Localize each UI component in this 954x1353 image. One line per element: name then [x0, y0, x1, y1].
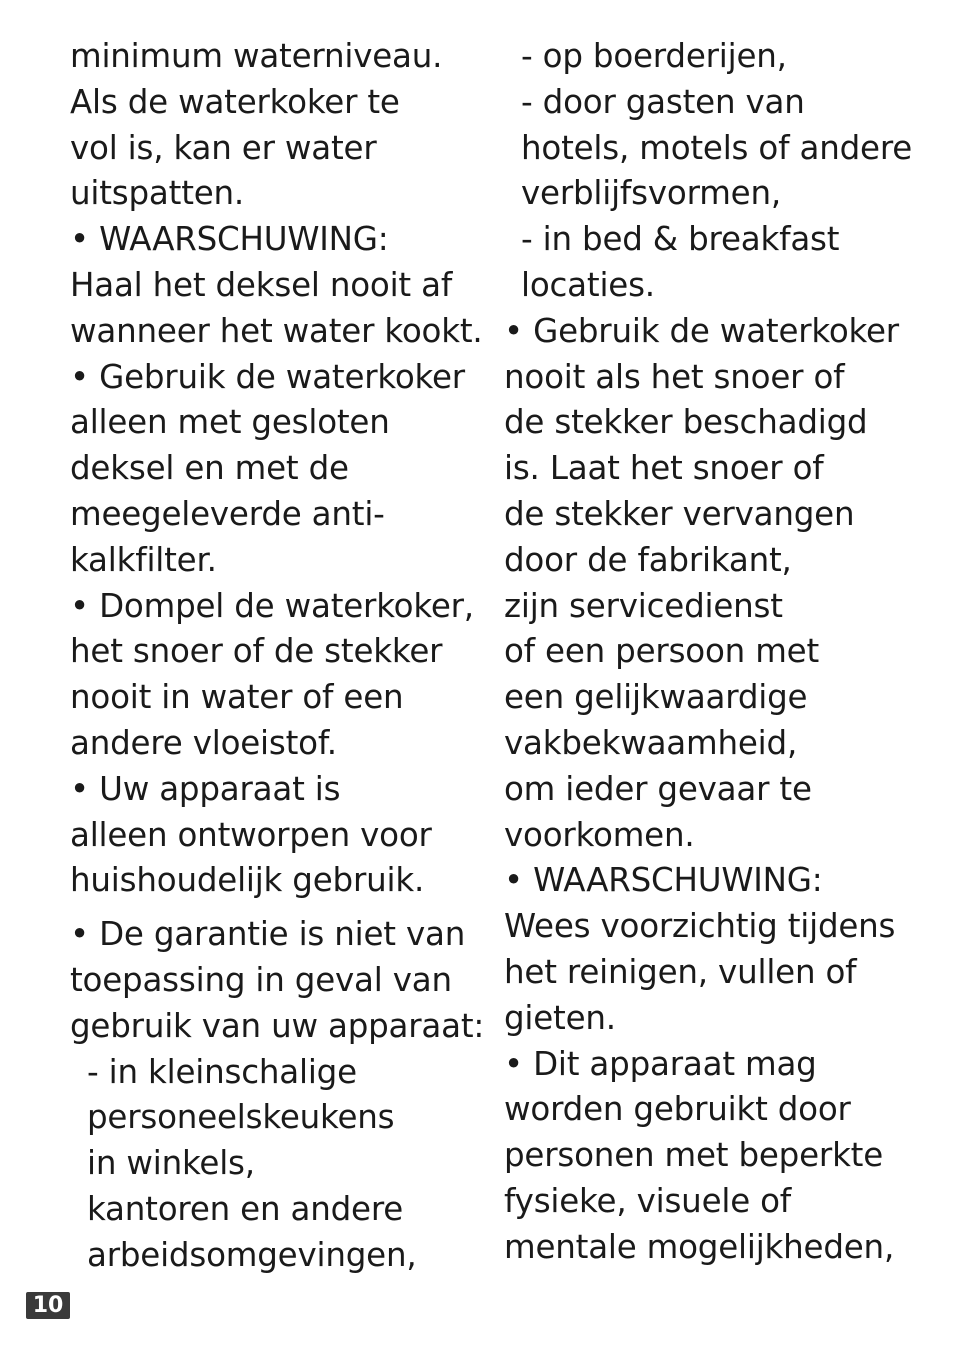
text-line: nooit in water of een: [70, 678, 404, 717]
text-line: Als de waterkoker te: [70, 82, 400, 121]
text-line: deksel en met de: [70, 449, 349, 488]
left-column: [70, 34, 490, 1279]
dash-item: - door gasten van: [521, 82, 805, 121]
text-line: alleen ontworpen voor: [70, 815, 432, 854]
text-line: wanneer het water kookt.: [70, 311, 483, 350]
dash-item: - op boerderijen,: [521, 37, 787, 75]
right-column: [504, 34, 944, 1271]
bullet-line: • De garantie is niet van: [70, 915, 466, 954]
text-line: de stekker beschadigd: [504, 403, 868, 442]
text-line: worden gebruikt door: [504, 1090, 851, 1129]
text-line: locaties.: [521, 265, 655, 304]
warning-label: • WAARSCHUWING:: [70, 220, 389, 259]
text-line: verblijfsvormen,: [521, 174, 781, 213]
text-line: kalkfilter.: [70, 540, 217, 579]
text-line: een gelijkwaardige: [504, 678, 808, 717]
text-line: personen met beperkte: [504, 1136, 884, 1175]
bullet-line: • Gebruik de waterkoker: [504, 311, 899, 350]
text-line: is. Laat het snoer of: [504, 449, 824, 488]
text-line: door de fabrikant,: [504, 540, 792, 579]
text-line: alleen met gesloten: [70, 403, 390, 442]
text-line: de stekker vervangen: [504, 494, 855, 533]
bullet-line: • Dit apparaat mag: [504, 1044, 817, 1083]
bullet-line: • Gebruik de waterkoker: [70, 357, 465, 396]
text-line: het reinigen, vullen of: [504, 952, 857, 991]
text-line: Wees voorzichtig tijdens: [504, 907, 896, 946]
text-line: minimum waterniveau.: [70, 37, 443, 75]
bullet-line: • Uw apparaat is: [70, 769, 341, 808]
text-line: arbeidsomgevingen,: [87, 1235, 417, 1274]
text-line: meegeleverde anti-: [70, 494, 385, 533]
page-number-badge: 10: [26, 1292, 70, 1319]
text-line: mentale mogelijkheden,: [504, 1227, 895, 1266]
text-line: uitspatten.: [70, 174, 245, 213]
text-line: vol is, kan er water: [70, 128, 377, 167]
text-line: in winkels,: [87, 1144, 255, 1183]
text-line: Haal het deksel nooit af: [70, 265, 453, 304]
text-line: hotels, motels of andere: [521, 128, 913, 167]
dash-item: - in kleinschalige: [87, 1052, 357, 1091]
warning-label: • WAARSCHUWING:: [504, 861, 823, 900]
text-line: fysieke, visuele of: [504, 1181, 792, 1220]
text-line: voorkomen.: [504, 815, 695, 854]
text-line: nooit als het snoer of: [504, 357, 845, 396]
text-line: of een persoon met: [504, 632, 819, 671]
text-line: zijn servicedienst: [504, 586, 783, 625]
text-line: om ieder gevaar te: [504, 769, 812, 808]
text-line: personeelskeukens: [87, 1098, 395, 1137]
text-line: kantoren en andere: [87, 1189, 404, 1228]
text-line: het snoer of de stekker: [70, 632, 443, 671]
text-line: toepassing in geval van: [70, 960, 452, 999]
text-line: andere vloeistof.: [70, 723, 337, 762]
bullet-line: • Dompel de waterkoker,: [70, 586, 474, 625]
text-line: gieten.: [504, 998, 616, 1037]
text-line: vakbekwaamheid,: [504, 723, 798, 762]
text-line: huishoudelijk gebruik.: [70, 861, 425, 900]
dash-item: - in bed & breakfast: [521, 220, 840, 259]
text-line: gebruik van uw apparaat:: [70, 1006, 485, 1045]
